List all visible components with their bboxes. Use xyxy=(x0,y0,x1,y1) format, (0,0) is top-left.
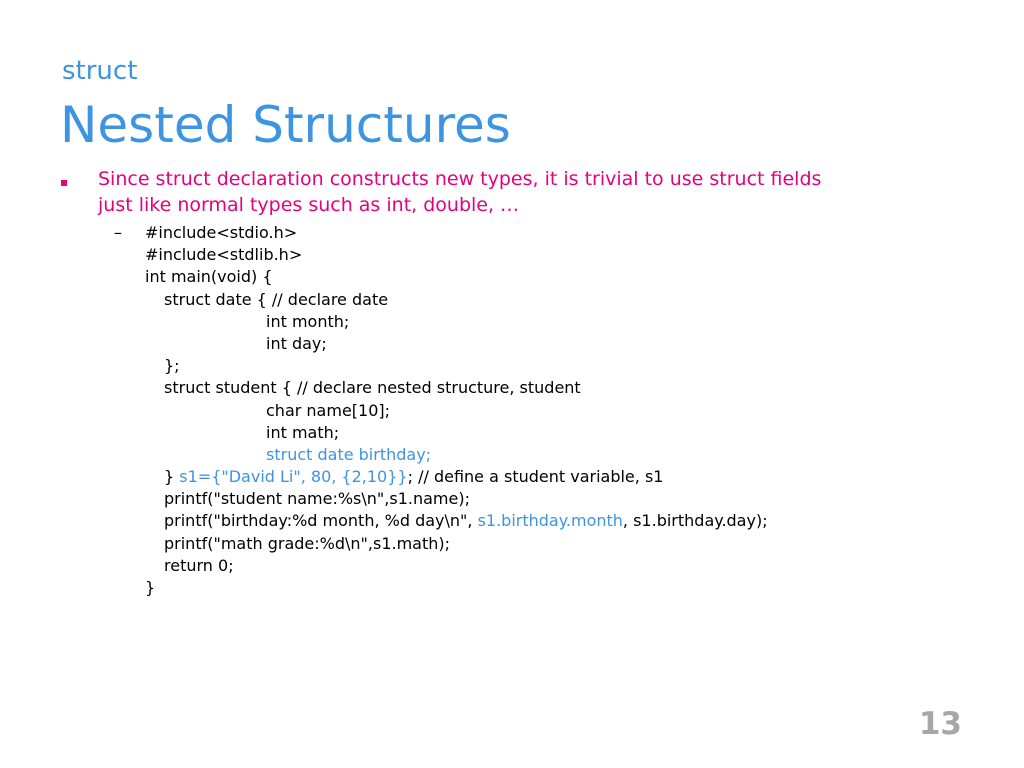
sub-bullet-dash: – xyxy=(114,223,122,242)
bullet-text-line-1: Since struct declaration constructs new types, it is trivial to use struct fields xyxy=(98,168,822,190)
code-block xyxy=(145,222,985,599)
code-line-7: }; xyxy=(164,356,180,376)
code-line-12 xyxy=(145,466,985,488)
slide-subtitle: struct xyxy=(62,56,138,86)
slide-title: Nested Structures xyxy=(60,96,511,154)
code-line-15: printf("math grade:%d\n",s1.math); xyxy=(164,533,451,553)
code-line-14 xyxy=(145,510,985,532)
code-line-12-end: ; // define a student variable, s1 xyxy=(407,467,664,487)
code-line-4: struct date { // declare date xyxy=(164,289,389,309)
code-line-14-end: , s1.birthday.day); xyxy=(622,511,768,531)
bullet-square-icon xyxy=(61,180,67,186)
code-line-12-start: } xyxy=(164,467,180,487)
page-number: 13 xyxy=(918,706,962,742)
code-line-2: #include<stdlib.h> xyxy=(145,245,303,265)
code-line-1: #include<stdio.h> xyxy=(145,223,298,242)
code-line-14-start: printf("birthday:%d month, %d day\n", xyxy=(164,511,478,531)
code-line-5: int month; xyxy=(266,311,350,331)
code-highlight-birthday-month: s1.birthday.month xyxy=(477,511,623,531)
code-line-13: printf("student name:%s\n",s1.name); xyxy=(164,489,470,509)
code-line-10: int math; xyxy=(266,422,340,442)
code-line-9: char name[10]; xyxy=(266,400,391,420)
bullet-text xyxy=(98,166,958,218)
code-highlight-initializer: s1={"David Li", 80, {2,10}} xyxy=(179,467,408,487)
code-line-3: int main(void) { xyxy=(145,267,273,287)
bullet-text-line-2: just like normal types such as int, double, … xyxy=(98,194,520,216)
code-line-16: return 0; xyxy=(164,555,234,575)
code-line-11: struct date birthday; xyxy=(266,444,432,464)
code-line-17: } xyxy=(145,578,156,597)
code-line-8: struct student { // declare nested structure, student xyxy=(164,378,581,398)
code-line-6: int day; xyxy=(266,333,327,353)
